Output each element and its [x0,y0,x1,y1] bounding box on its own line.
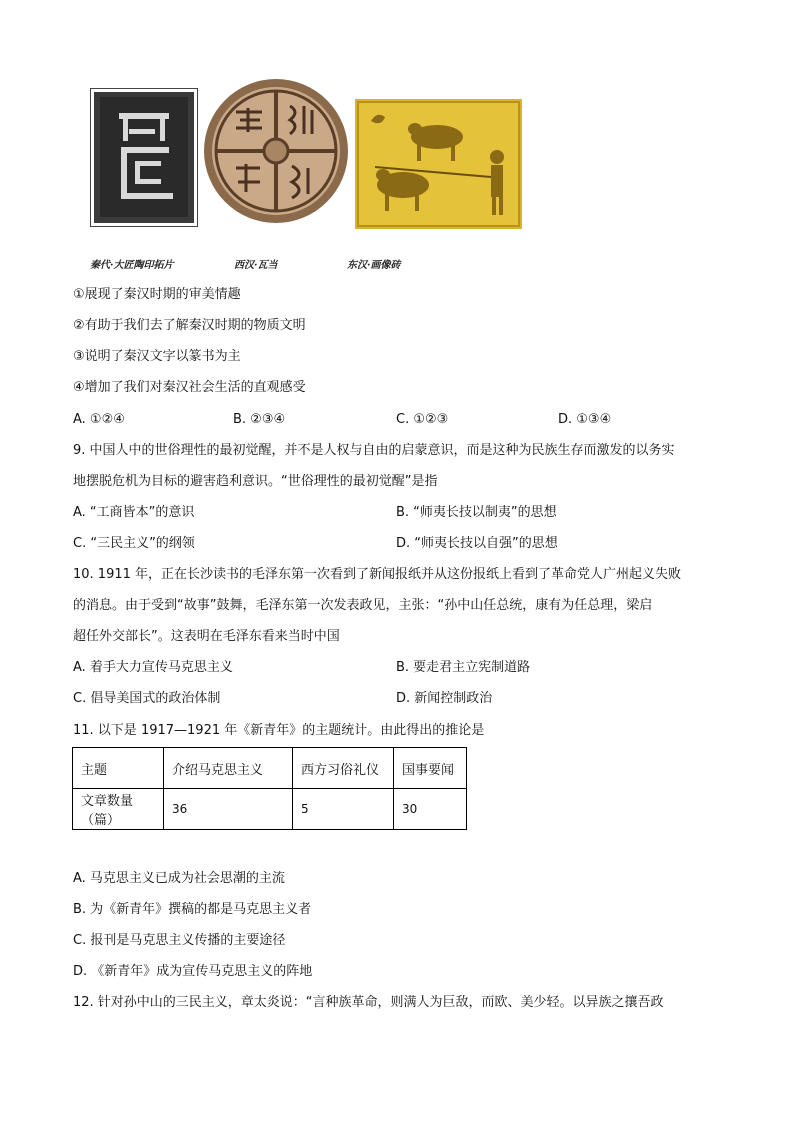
table-header-cell: 西方习俗礼仪 [293,748,394,789]
pictorial-brick-image [355,99,522,229]
q8-option-d[interactable]: D. ①③④ [558,412,612,427]
table-cell: 5 [293,789,394,830]
q9-option-d[interactable]: D. “师夷长技以自强”的思想 [396,536,558,551]
q10-stem-line-1: 10. 1911 年，正在长沙读书的毛泽东第一次看到了新闻报纸并从这份报纸上看到了革命党人广州起义失败 [73,567,682,582]
table-header-cell: 介绍马克思主义 [164,748,293,789]
q10-option-d[interactable]: D. 新闻控制政治 [396,691,493,706]
seal-rubbing-image [90,88,198,227]
eaves-tile-image [202,76,350,226]
seal-caption: 秦代·大匠陶印拓片 [90,260,174,271]
q9-option-c[interactable]: C. “三民主义”的纲领 [73,536,195,551]
q8-statement-4: ④增加了我们对秦汉社会生活的直观感受 [73,380,306,395]
q8-option-b[interactable]: B. ②③④ [233,412,286,427]
table-row [73,789,467,830]
q8-statement-2: ②有助于我们去了解秦汉时期的物质文明 [73,318,306,333]
q11-option-d[interactable]: D. 《新青年》成为宣传马克思主义的阵地 [73,964,313,979]
table-header-row [73,748,467,789]
q9-stem-line-2: 地摆脱危机为目标的避害趋利意识。“世俗理性的最初觉醒”是指 [73,474,438,489]
eaves-tile-caption: 西汉·瓦当 [234,260,278,271]
brick-caption: 东汉·画像砖 [347,260,401,271]
q11-option-a[interactable]: A. 马克思主义已成为社会思潮的主流 [73,871,285,886]
table-header-cell: 主题 [73,748,164,789]
q10-option-a[interactable]: A. 着手大力宣传马克思主义 [73,660,233,675]
q11-option-b[interactable]: B. 为《新青年》撰稿的都是马克思主义者 [73,902,312,917]
q10-stem-line-3: 超任外交部长”。这表明在毛泽东看来当时中国 [73,629,340,644]
q8-statement-1: ①展现了秦汉时期的审美情趣 [73,287,241,302]
q8-statement-3: ③说明了秦汉文字以篆书为主 [73,349,241,364]
table-cell: 文章数量（篇） [73,789,164,830]
q8-option-a[interactable]: A. ①②④ [73,412,125,427]
table-cell: 36 [164,789,293,830]
q11-stat-table [72,747,467,830]
q9-option-a[interactable]: A. “工商皆本”的意识 [73,505,195,520]
q11-option-c[interactable]: C. 报刊是马克思主义传播的主要途径 [73,933,286,948]
table-header-cell: 国事要闻 [394,748,467,789]
table-cell: 30 [394,789,467,830]
q12-stem-line-1: 12. 针对孙中山的三民主义，章太炎说：“言种族革命，则满人为巨敌，而欧、美少轻。以异族之攘吾政 [73,995,664,1010]
q11-stem: 11. 以下是 1917—1921 年《新青年》的主题统计。由此得出的推论是 [73,723,485,738]
q9-option-b[interactable]: B. “师夷长技以制夷”的思想 [396,505,557,520]
q10-option-b[interactable]: B. 要走君主立宪制道路 [396,660,531,675]
q8-option-c[interactable]: C. ①②③ [396,412,449,427]
q9-stem-line-1: 9. 中国人中的世俗理性的最初觉醒，并不是人权与自由的启蒙意识，而是这种为民族生存而激发的以务实 [73,443,675,458]
q10-option-c[interactable]: C. 倡导美国式的政治体制 [73,691,221,706]
q10-stem-line-2: 的消息。由于受到“故事”鼓舞，毛泽东第一次发表政见，主张：“孙中山任总统，康有为任总理，梁启 [73,598,653,613]
